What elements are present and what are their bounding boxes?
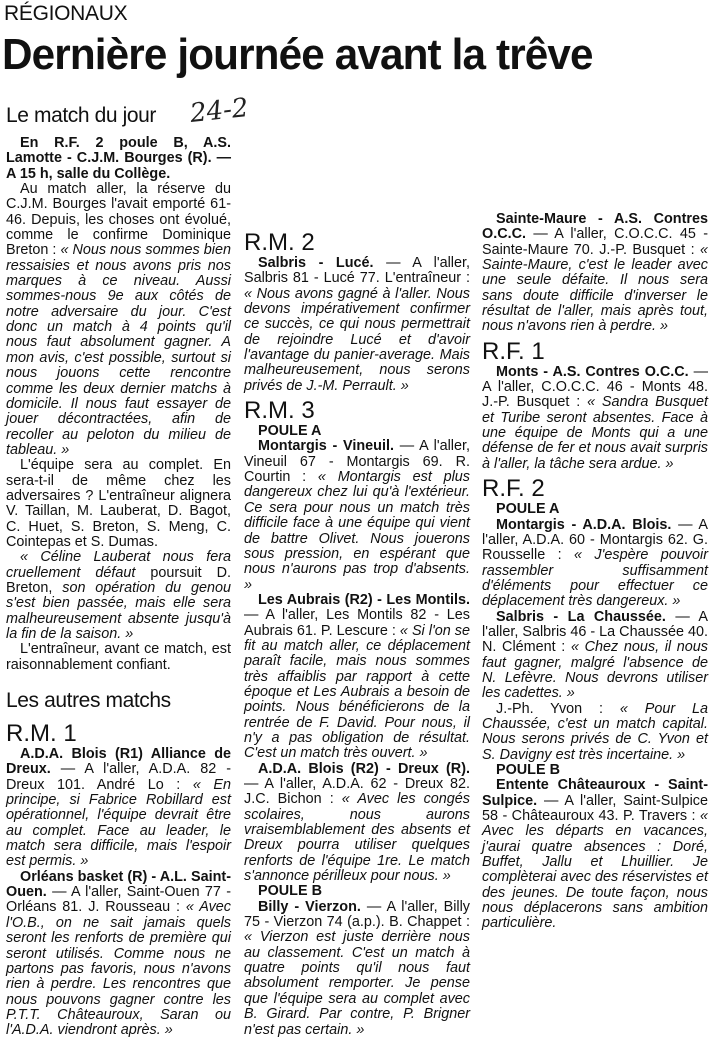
match-item xyxy=(482,610,708,702)
handwritten-annotation: 24-2 xyxy=(188,93,250,129)
quote: « En principe, si Fabrice Robillard est opérationnel, l'équipe devrait être au complet. Face au leader, le match sera difficile, mais l'espoir est permis. » xyxy=(6,776,231,870)
match-item xyxy=(244,593,470,762)
league-heading-rf1: R.F. 1 xyxy=(482,337,545,365)
column-3 xyxy=(482,104,708,932)
quote: « Montargis est plus dangereux chez lui qu'à l'extérieur. Ce sera pour nous un match très difficile face à une équipe qui vient de battre Olivet. Nous jouerons sous pression, en espérant que nous n'aurons pas trop d'absents. » xyxy=(244,469,470,593)
match-result: — A l'aller, A.D.A. 62 - Dreux 82. J.C. Bichon : xyxy=(244,776,470,808)
quote: « Avec les départs en vacances, j'aurai quatre absences : Doré, Buffet, Jallu et Lhuillier. Je complèterai avec des réservistes et des jeunes. De toute façon, nous nous déplacerons sans ambition particulière. xyxy=(482,808,708,932)
match-teams: Salbris - Lucé. xyxy=(258,255,374,271)
match-result: — A l'aller, Les Montils 82 - Les Aubrais 61. P. Lescure : xyxy=(244,607,470,639)
league-heading-rm2: R.M. 2 xyxy=(244,229,315,256)
match-item xyxy=(482,365,708,472)
quote: « Vierzon est juste derrière nous au classement. C'est un match à quatre points qu'il nous faut absolument remporter. Je pense que l'équipe sera au complet avec B. Girard. Par contre, P. Brigner n'est pas certain. » xyxy=(244,929,470,1038)
match-item xyxy=(482,518,708,610)
league-heading-rm3: R.M. 3 xyxy=(244,397,315,425)
text: poursuit D. Breton, xyxy=(6,564,231,596)
headline: Dernière journée avant la trêve xyxy=(2,30,593,79)
match-item xyxy=(482,212,708,335)
match-teams: Orléans basket (R) - A.L. Saint-Ouen. xyxy=(6,868,231,901)
speaker: J.-Ph. Yvon : xyxy=(496,700,620,717)
league-heading-rf2: R.F. 2 xyxy=(482,475,545,503)
match-item xyxy=(482,778,708,931)
quote: « Sainte-Maure, c'est le leader avec une seule défaite. Il nous sera sans doute difficile d'inverser le résultat de l'aller, mais après tout, nous n'avons rien à perdre. » xyxy=(482,241,708,335)
match-item xyxy=(244,439,470,592)
rubric-label: RÉGIONAUX xyxy=(4,2,128,25)
quote: « J'espère pouvoir rassembler suffisamment d'éléments pour effectuer ce déplacement très dangereux. » xyxy=(482,547,708,610)
quote: « Avec les congés scolaires, nous aurons vraisemblablement des absents et Dreux pourra utiliser quelques renforts de l'équipe 1re. Le match s'annonce périlleux pour nous. » xyxy=(244,791,471,885)
poule-heading: POULE B xyxy=(496,762,560,778)
quote: « Avec l'O.B., on ne sait jamais quels seront les renforts de première qui seront utilisés. Comme nous ne partons pas favoris, nous n'avons rien à perdre. Les rencontres que nous pouvons gagner contre les P.T.T. Châteauroux, Saran ou l'A.D.A. viendront après. » xyxy=(6,899,231,1039)
league-heading-rm1: R.M. 1 xyxy=(6,720,77,748)
match-teams: Monts - A.S. Contres O.C.C. xyxy=(496,363,689,380)
match-item xyxy=(244,762,470,885)
quote: « Pour La Chaussée, c'est un match capital. Nous serons privés de C. Yvon et S. Davigny est très incertaine. » xyxy=(482,700,709,763)
text: Au match aller, la réserve du C.J.M. Bourges l'avait emporté 61-46. Depuis, les choses ont évolué, comme le confirme Dominique Breton : xyxy=(6,181,231,259)
section-title-match-du-jour: Le match du jour xyxy=(6,104,157,127)
match-item xyxy=(482,702,708,763)
section-title-autres-matchs: Les autres matchs xyxy=(6,689,171,713)
lead-paragraph xyxy=(6,136,231,182)
quote: « Si l'on se fit au match aller, ce déplacement paraît facile, mais nous sommes très affaiblis par rapport à cette époque et Les Aubrais a besoin de points. Nous bénéficierons de la rentrée de F. David. Pour nous, il n'y a pas obligation de résultat. C'est un match très ouvert. » xyxy=(244,622,470,762)
quote: « Céline Lauberat nous fera cruellement défaut xyxy=(6,549,231,581)
match-result: — A l'aller, A.D.A. 60 - Montargis 62. G. Rousselle : xyxy=(482,516,708,564)
paragraph xyxy=(6,550,231,642)
match-teams: Montargis - A.D.A. Blois. xyxy=(496,516,672,533)
match-teams: Les Aubrais (R2) - Les Montils. xyxy=(258,591,470,608)
match-result: — A l'aller, Vineuil 67 - Montargis 69. R. Courtin : xyxy=(244,438,470,486)
match-item xyxy=(244,256,470,394)
match-item xyxy=(6,747,231,870)
match-teams: Entente Châteauroux - Saint-Sulpice. xyxy=(482,777,708,809)
paragraph: L'équipe sera au complet. En sera-t-il de même chez les adversaires ? L'entraîneur alignera V. Taillan, M. Lauberat, D. Bagot, C. Huet, S. Breton, S. Meng, C. Cointepas et S. Dumas. xyxy=(6,457,231,550)
match-result: — A l'aller, Saint-Sulpice 58 - Châteauroux 43. P. Travers : xyxy=(482,792,708,825)
quote: son opération du genou s'est bien passée, mais elle sera malheureusement absente jusqu'à la fin de la saison. » xyxy=(6,579,231,642)
match-teams: Montargis - Vineuil. xyxy=(258,438,394,455)
poule-heading: POULE A xyxy=(496,501,560,518)
match-teams: A.D.A. Blois (R2) - Dreux (R). xyxy=(258,760,470,777)
column-2 xyxy=(244,104,470,1038)
match-teams: Salbris - La Chaussée. xyxy=(496,608,666,625)
match-item xyxy=(6,870,231,1039)
match-result: — A l'aller, A.D.A. 82 - Dreux 101. André Lo : xyxy=(6,761,231,793)
match-result: — A l'aller, Salbris 46 - La Chaussée 40. N. Clément : xyxy=(482,608,708,656)
poule-heading: POULE B xyxy=(258,883,322,900)
match-result: — A l'aller, Billy 75 - Vierzon 74 (a.p.). B. Chappet : xyxy=(244,898,470,931)
match-item xyxy=(244,900,470,1038)
paragraph xyxy=(6,182,231,458)
match-result: — A l'aller, Salbris 81 - Lucé 77. L'entraîneur : xyxy=(244,255,470,287)
quote: « Chez nous, il nous faut gagner, malgré l'absence de N. Lefèvre. Nous devrons utiliser les cadettes. » xyxy=(482,639,708,702)
column-1 xyxy=(6,104,231,1039)
match-result: — A l'aller, C.O.C.C. 45 - Sainte-Maure 70. J.-P. Busquet : xyxy=(482,226,708,258)
match-result: — A l'aller, Saint-Ouen 77 - Orléans 81. J. Rousseau : xyxy=(6,884,231,916)
lead-bold: En R.F. 2 poule B, A.S. Lamotte - C.J.M. Bourges (R). — A 15 h, salle du Collège. xyxy=(6,135,231,182)
match-teams: A.D.A. Blois (R1) Alliance de Dreux. xyxy=(6,746,231,778)
match-teams: Sainte-Maure - A.S. Contres O.C.C. xyxy=(482,211,708,243)
paragraph: L'entraîneur, avant ce match, est raisonnablement confiant. xyxy=(6,641,231,673)
quote: « Nous nous sommes bien ressaisies et nous avons pris nos marques à ce niveau. Aussi sommes-nous 9e aux côtés de notre adversaire du jour. C'est donc un match à 4 points qu'il nous faut absolument gagner. A mon avis, c'est possible, surtout si nous jouons cette rencontre comme les deux dernier matchs à domicile. Il nous faut essayer de jouer décontractées, afin de recoller au peloton du milieu de tableau. » xyxy=(6,242,231,458)
quote: « Sandra Busquet et Turibe seront absentes. Face à une équipe de Monts qui a une défense de fer et nous avait surpris à l'aller, la tâche sera ardue. » xyxy=(482,394,708,472)
match-result: — A l'aller, C.O.C.C. 46 - Monts 48. J.-P. Busquet : xyxy=(482,363,709,411)
match-teams: Billy - Vierzon. xyxy=(258,898,361,915)
quote: « Nous avons gagné à l'aller. Nous devons impérativement confirmer ce succès, ce qui nous permettrait de rejoindre Lucé et d'avoir l'avantage du panier-average. Mais malheureusement, nous serons privés de J.-M. Perrault. » xyxy=(244,285,470,394)
poule-heading: POULE A xyxy=(258,423,322,440)
